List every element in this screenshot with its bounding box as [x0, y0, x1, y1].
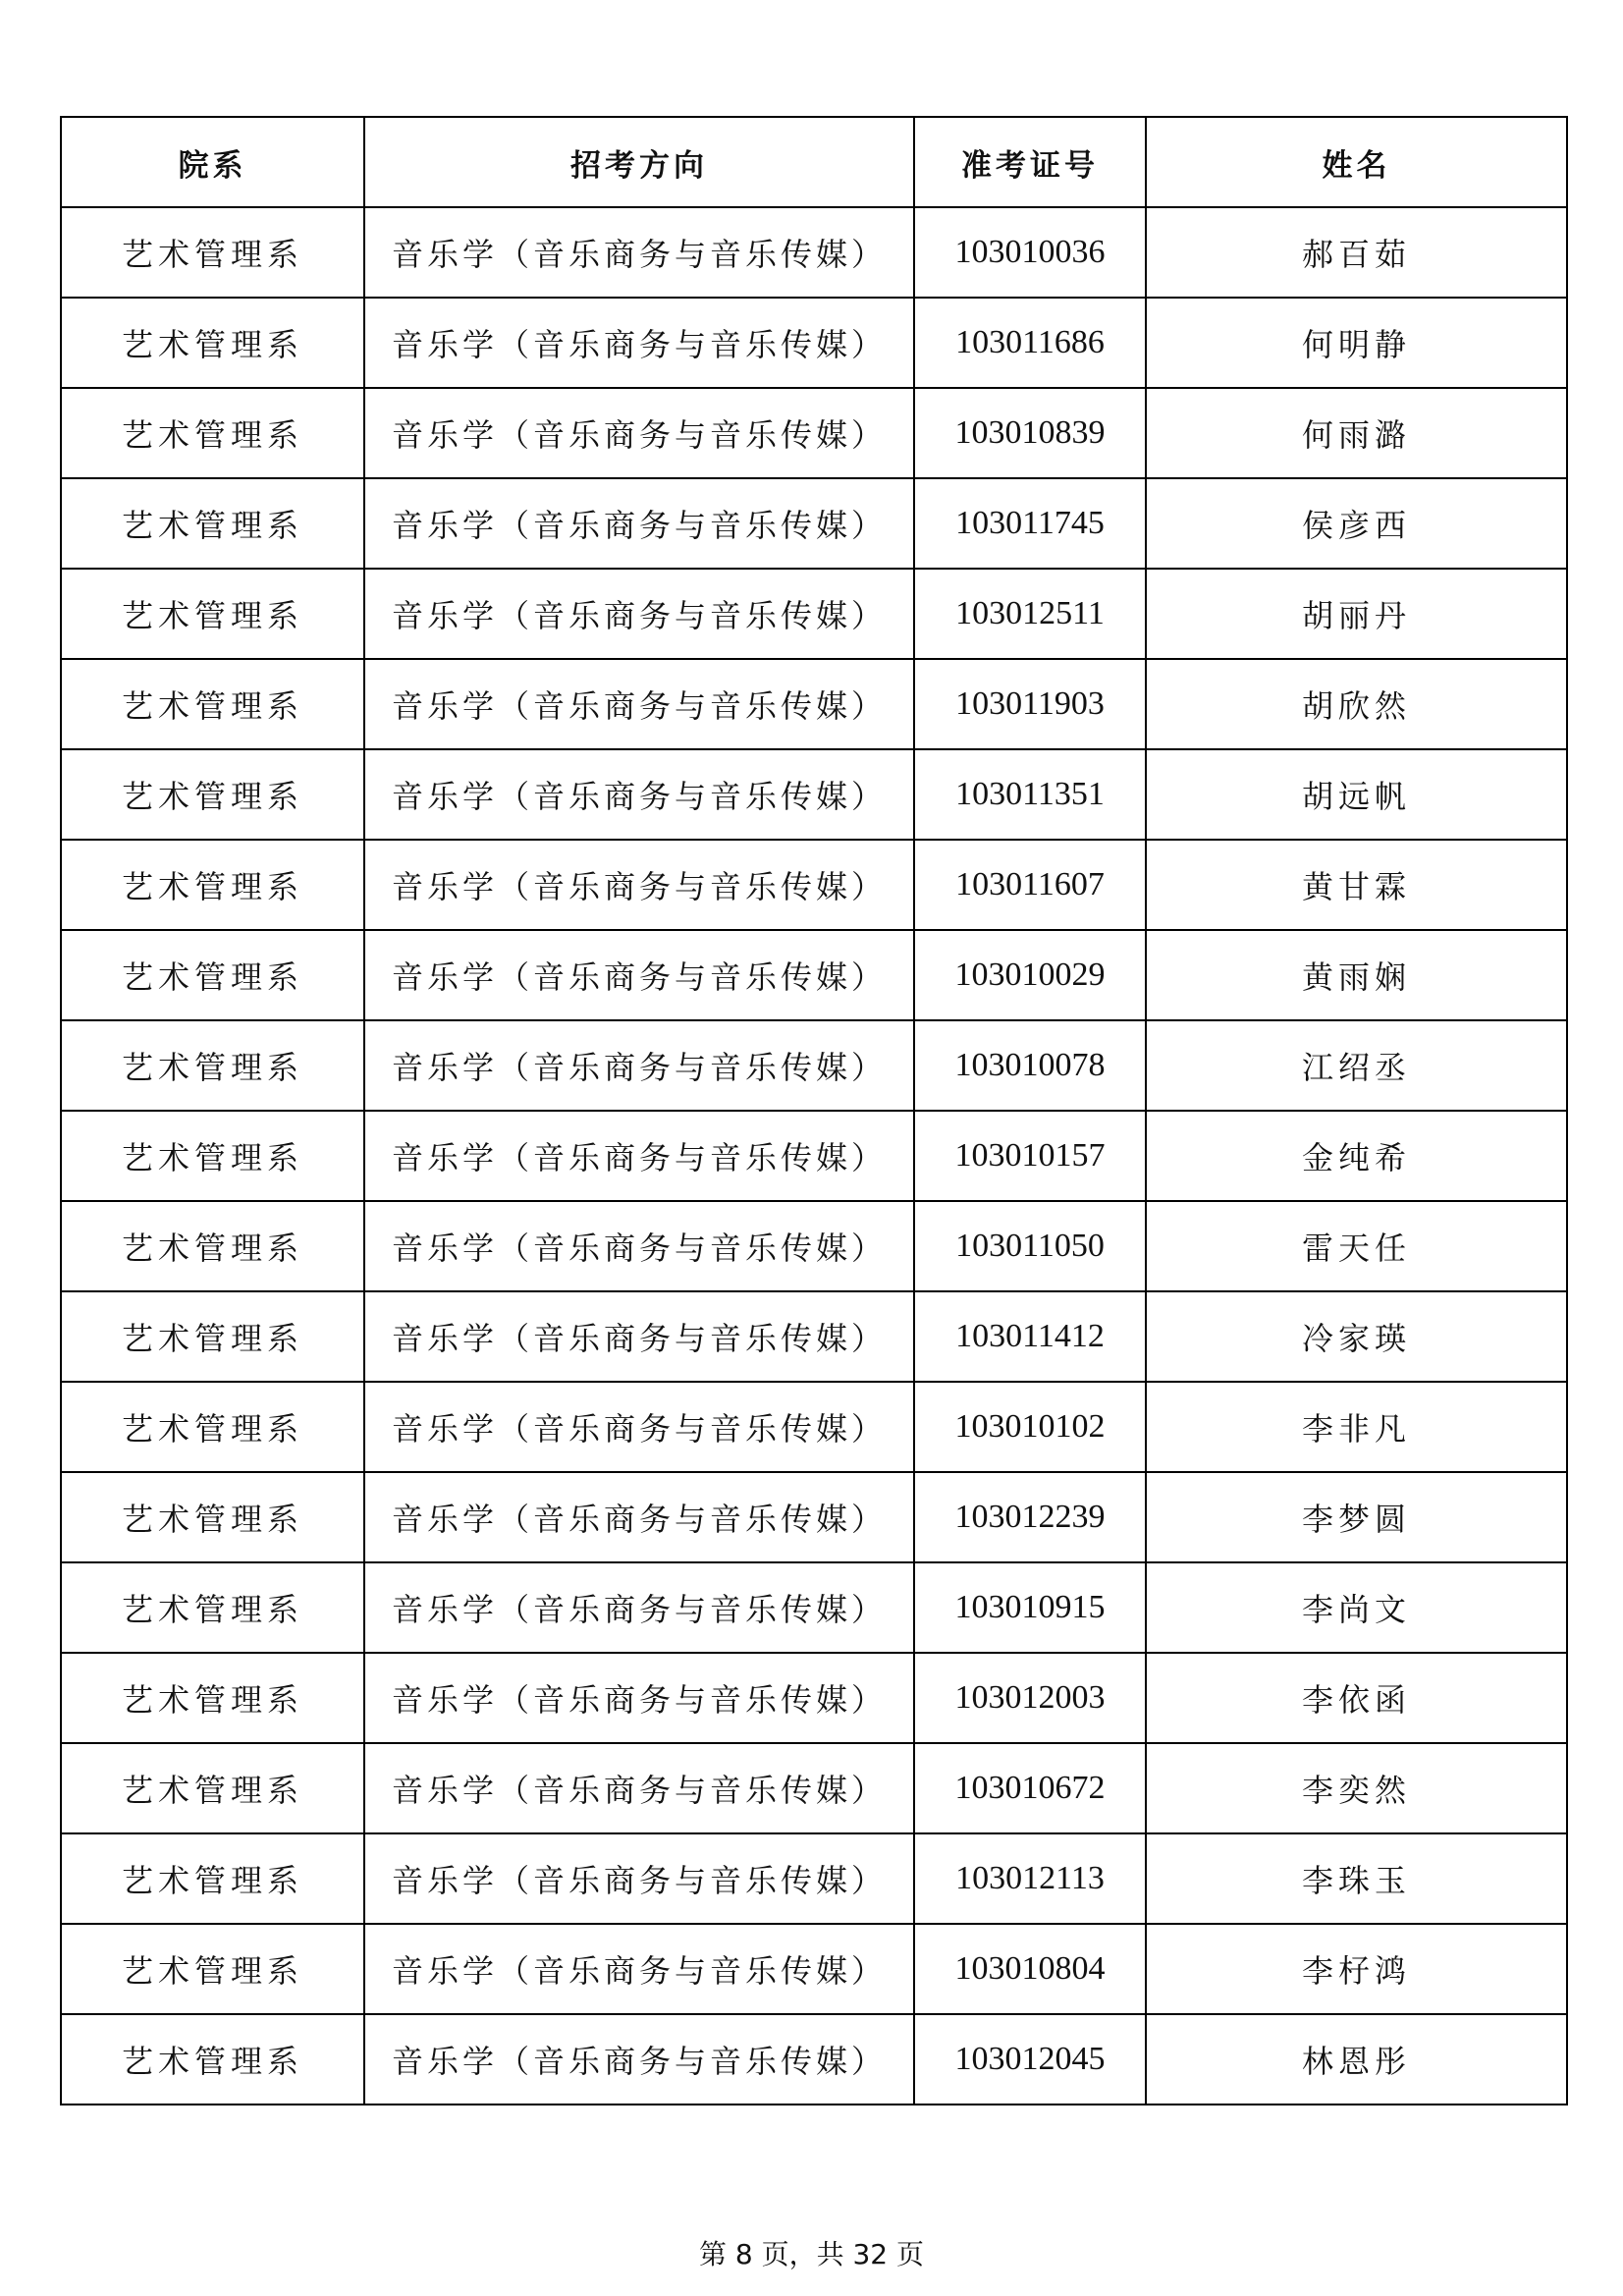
cell-department: 艺术管理系: [61, 207, 364, 298]
cell-department: 艺术管理系: [61, 569, 364, 659]
table-row: [61, 840, 1567, 930]
cell-direction: 音乐学（音乐商务与音乐传媒）: [364, 659, 914, 749]
cell-exam-id: 103010157: [914, 1111, 1146, 1201]
header-exam-id: 准考证号: [914, 117, 1146, 207]
cell-name: 李珠玉: [1146, 1833, 1567, 1924]
cell-exam-id: 103011745: [914, 478, 1146, 569]
cell-exam-id: 103010036: [914, 207, 1146, 298]
cell-direction: 音乐学（音乐商务与音乐传媒）: [364, 1653, 914, 1743]
header-row: [61, 117, 1567, 207]
cell-name: 李杍鸿: [1146, 1924, 1567, 2014]
cell-department: 艺术管理系: [61, 478, 364, 569]
header-department: 院系: [61, 117, 364, 207]
cell-exam-id: 103012113: [914, 1833, 1146, 1924]
cell-direction: 音乐学（音乐商务与音乐传媒）: [364, 1924, 914, 2014]
cell-department: 艺术管理系: [61, 1020, 364, 1111]
table-row: [61, 1562, 1567, 1653]
cell-name: 冷家瑛: [1146, 1291, 1567, 1382]
cell-direction: 音乐学（音乐商务与音乐传媒）: [364, 930, 914, 1020]
cell-direction: 音乐学（音乐商务与音乐传媒）: [364, 1291, 914, 1382]
cell-exam-id: 103011903: [914, 659, 1146, 749]
cell-department: 艺术管理系: [61, 1653, 364, 1743]
cell-department: 艺术管理系: [61, 1743, 364, 1833]
cell-exam-id: 103012239: [914, 1472, 1146, 1562]
cell-name: 何明静: [1146, 298, 1567, 388]
cell-department: 艺术管理系: [61, 1562, 364, 1653]
cell-department: 艺术管理系: [61, 298, 364, 388]
cell-exam-id: 103010804: [914, 1924, 1146, 2014]
table-row: [61, 1020, 1567, 1111]
cell-name: 林恩彤: [1146, 2014, 1567, 2105]
cell-exam-id: 103011607: [914, 840, 1146, 930]
cell-name: 李依函: [1146, 1653, 1567, 1743]
cell-name: 李梦圆: [1146, 1472, 1567, 1562]
cell-department: 艺术管理系: [61, 840, 364, 930]
cell-direction: 音乐学（音乐商务与音乐传媒）: [364, 298, 914, 388]
table-row: [61, 1111, 1567, 1201]
cell-exam-id: 103012511: [914, 569, 1146, 659]
cell-exam-id: 103010915: [914, 1562, 1146, 1653]
cell-exam-id: 103010102: [914, 1382, 1146, 1472]
cell-department: 艺术管理系: [61, 1382, 364, 1472]
cell-name: 何雨潞: [1146, 388, 1567, 478]
table-row: [61, 2014, 1567, 2105]
cell-name: 李尚文: [1146, 1562, 1567, 1653]
cell-name: 侯彦西: [1146, 478, 1567, 569]
cell-name: 江绍丞: [1146, 1020, 1567, 1111]
table-row: [61, 1743, 1567, 1833]
cell-name: 胡欣然: [1146, 659, 1567, 749]
table-row: [61, 749, 1567, 840]
cell-exam-id: 103010078: [914, 1020, 1146, 1111]
cell-name: 郝百茹: [1146, 207, 1567, 298]
table-row: [61, 1291, 1567, 1382]
cell-exam-id: 103011050: [914, 1201, 1146, 1291]
cell-direction: 音乐学（音乐商务与音乐传媒）: [364, 1562, 914, 1653]
table-row: [61, 1382, 1567, 1472]
cell-direction: 音乐学（音乐商务与音乐传媒）: [364, 840, 914, 930]
table-row: [61, 298, 1567, 388]
cell-direction: 音乐学（音乐商务与音乐传媒）: [364, 207, 914, 298]
cell-direction: 音乐学（音乐商务与音乐传媒）: [364, 1472, 914, 1562]
cell-department: 艺术管理系: [61, 749, 364, 840]
table-row: [61, 1653, 1567, 1743]
cell-exam-id: 103011412: [914, 1291, 1146, 1382]
cell-department: 艺术管理系: [61, 1924, 364, 2014]
cell-direction: 音乐学（音乐商务与音乐传媒）: [364, 1743, 914, 1833]
cell-name: 李奕然: [1146, 1743, 1567, 1833]
cell-direction: 音乐学（音乐商务与音乐传媒）: [364, 1382, 914, 1472]
cell-department: 艺术管理系: [61, 2014, 364, 2105]
table-row: [61, 569, 1567, 659]
cell-direction: 音乐学（音乐商务与音乐传媒）: [364, 1201, 914, 1291]
table-row: [61, 930, 1567, 1020]
admission-roster-table: [60, 116, 1568, 2105]
table-row: [61, 388, 1567, 478]
cell-direction: 音乐学（音乐商务与音乐传媒）: [364, 1833, 914, 1924]
table-row: [61, 1833, 1567, 1924]
cell-name: 黄雨娴: [1146, 930, 1567, 1020]
cell-department: 艺术管理系: [61, 388, 364, 478]
table-row: [61, 1472, 1567, 1562]
header-direction: 招考方向: [364, 117, 914, 207]
table-header: [61, 117, 1567, 207]
cell-direction: 音乐学（音乐商务与音乐传媒）: [364, 478, 914, 569]
page-number-footer: 第 8 页，共 32 页: [698, 2238, 925, 2270]
cell-exam-id: 103011351: [914, 749, 1146, 840]
table-row: [61, 659, 1567, 749]
cell-exam-id: 103010839: [914, 388, 1146, 478]
table-body: [61, 207, 1567, 2105]
header-name: 姓名: [1146, 117, 1567, 207]
cell-direction: 音乐学（音乐商务与音乐传媒）: [364, 388, 914, 478]
cell-exam-id: 103011686: [914, 298, 1146, 388]
cell-direction: 音乐学（音乐商务与音乐传媒）: [364, 1020, 914, 1111]
table-row: [61, 1924, 1567, 2014]
cell-department: 艺术管理系: [61, 1472, 364, 1562]
cell-name: 胡丽丹: [1146, 569, 1567, 659]
cell-name: 金纯希: [1146, 1111, 1567, 1201]
cell-name: 黄甘霖: [1146, 840, 1567, 930]
cell-department: 艺术管理系: [61, 659, 364, 749]
cell-name: 雷天任: [1146, 1201, 1567, 1291]
cell-department: 艺术管理系: [61, 1201, 364, 1291]
cell-name: 李非凡: [1146, 1382, 1567, 1472]
cell-department: 艺术管理系: [61, 1111, 364, 1201]
cell-exam-id: 103012045: [914, 2014, 1146, 2105]
cell-department: 艺术管理系: [61, 930, 364, 1020]
cell-direction: 音乐学（音乐商务与音乐传媒）: [364, 749, 914, 840]
table-row: [61, 478, 1567, 569]
cell-name: 胡远帆: [1146, 749, 1567, 840]
cell-exam-id: 103012003: [914, 1653, 1146, 1743]
cell-direction: 音乐学（音乐商务与音乐传媒）: [364, 569, 914, 659]
cell-direction: 音乐学（音乐商务与音乐传媒）: [364, 1111, 914, 1201]
cell-department: 艺术管理系: [61, 1291, 364, 1382]
cell-direction: 音乐学（音乐商务与音乐传媒）: [364, 2014, 914, 2105]
cell-exam-id: 103010672: [914, 1743, 1146, 1833]
cell-exam-id: 103010029: [914, 930, 1146, 1020]
table-row: [61, 1201, 1567, 1291]
table-row: [61, 207, 1567, 298]
cell-department: 艺术管理系: [61, 1833, 364, 1924]
